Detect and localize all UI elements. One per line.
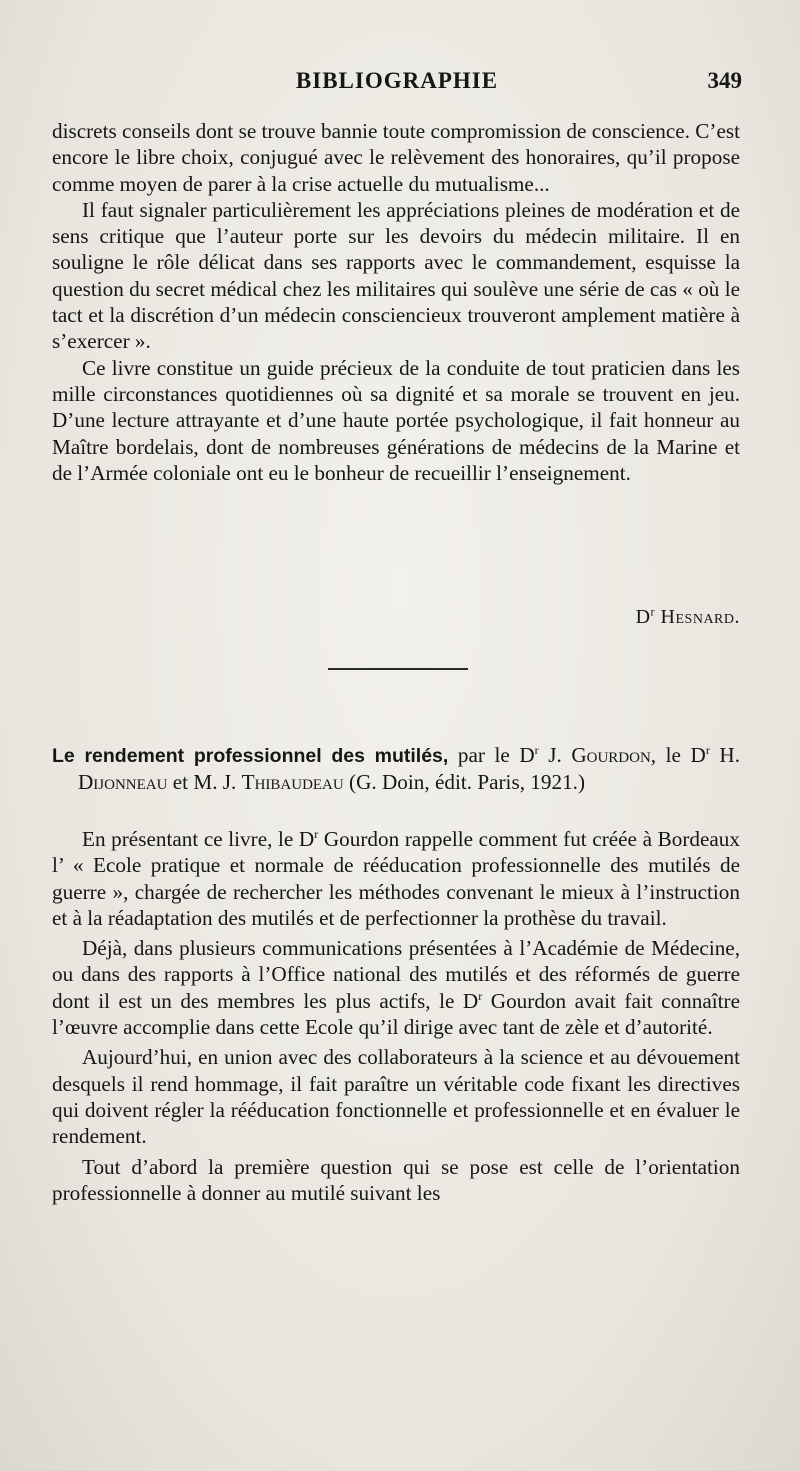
author-1: J. Gourdon,: [548, 743, 657, 767]
signature-name: Hesnard.: [660, 606, 740, 628]
paragraph: [52, 935, 740, 1040]
paragraph: discrets conseils dont se trouve bannie toute compromission de conscience. C’est encore le libre choix, conjugué avec le relèvement des honoraires, qu’il propose comme moyen de parer à la crise actuelle du mutualisme...: [52, 119, 740, 196]
signature-prefix: D: [635, 606, 651, 628]
signature-sup: r: [650, 604, 656, 619]
publisher: (G. Doin, édit. Paris, 1921.): [349, 770, 586, 795]
and-text: et M. J.: [172, 770, 237, 795]
author-2: H. Dijonneau: [78, 743, 740, 795]
paragraph: Tout d’abord la première question qui se pose est celle de l’orientation professionnelle à donner au mutilé suivant les: [52, 1154, 740, 1205]
text-run: Déjà, dans plusieurs communications présentées à l’Académie de Médecine, ou dans des rapports à l’Office national des mutilés et des réformés de guerre dont il est un des membres les plus actifs, le D: [52, 936, 740, 1013]
page-number: 349: [707, 68, 742, 93]
review-gourdon-text: [52, 826, 740, 1206]
review-hesnard-text: [52, 118, 740, 486]
running-header: [52, 68, 742, 104]
paragraph: Ce livre constitue un guide précieux de la conduite de tout praticien dans les mille circonstances quotidiennes où sa dignité et sa morale se trouvent en jeu. D’une lecture attrayante et d’une haute portée psychologique, il fait honneur au Maître bordelais, dont de nombreuses générations de médecins de la Marine et de l’Armée coloniale ont eu le bonheur de recueillir l’enseignement.: [52, 355, 740, 485]
sup-r: r: [478, 988, 483, 1003]
section-title: BIBLIOGRAPHIE: [295, 68, 499, 93]
text-run: Gourdon avait fait connaître l’œuvre accomplie dans cette Ecole qu’il dirige avec tant de zèle et d’autorité.: [52, 988, 740, 1040]
paragraph: Aujourd’hui, en union avec des collaborateurs à la science et au dévouement desquels il rend hommage, il fait paraître un véritable code fixant les directives qui doivent régler la rééducation fonctionnelle et professionnelle et en évaluer le rendement.: [52, 1045, 740, 1149]
text-run: Gourdon rappelle comment fut créée à Bordeaux l’ « Ecole pratique et normale de rééducation professionnelle des mutilés de guerre », chargée de rechercher les méthodes convenant le mieux à l’instruction et à la réadaptation des mutilés et de perfectionner la prothèse du travail.: [52, 827, 740, 930]
author-3: Thibaudeau: [241, 770, 344, 795]
signature: [636, 606, 740, 629]
sup-r: r: [314, 826, 319, 841]
sup-r: r: [534, 742, 539, 757]
text-run: En présentant ce livre, le D: [82, 827, 315, 851]
le-dr-text: le D: [665, 743, 706, 767]
by-text: par le D: [457, 743, 535, 767]
book-reference: [52, 742, 740, 796]
book-title: Le rendement professionnel des mutilés,: [52, 745, 449, 767]
paragraph: [52, 826, 740, 931]
paragraph: Il faut signaler particulièrement les appréciations pleines de modération et de sens critique que l’auteur porte sur les devoirs du médecin militaire. Il en souligne le rôle délicat dans ses rapports avec le commandement, esquisse la question du secret médical chez les militaires qui soulève une série de cas « où le tact et la discrétion d’un médecin consciencieux trouveront amplement matière à s’exercer ».: [52, 197, 740, 354]
sup-r: r: [705, 742, 710, 757]
section-divider: [328, 668, 468, 670]
